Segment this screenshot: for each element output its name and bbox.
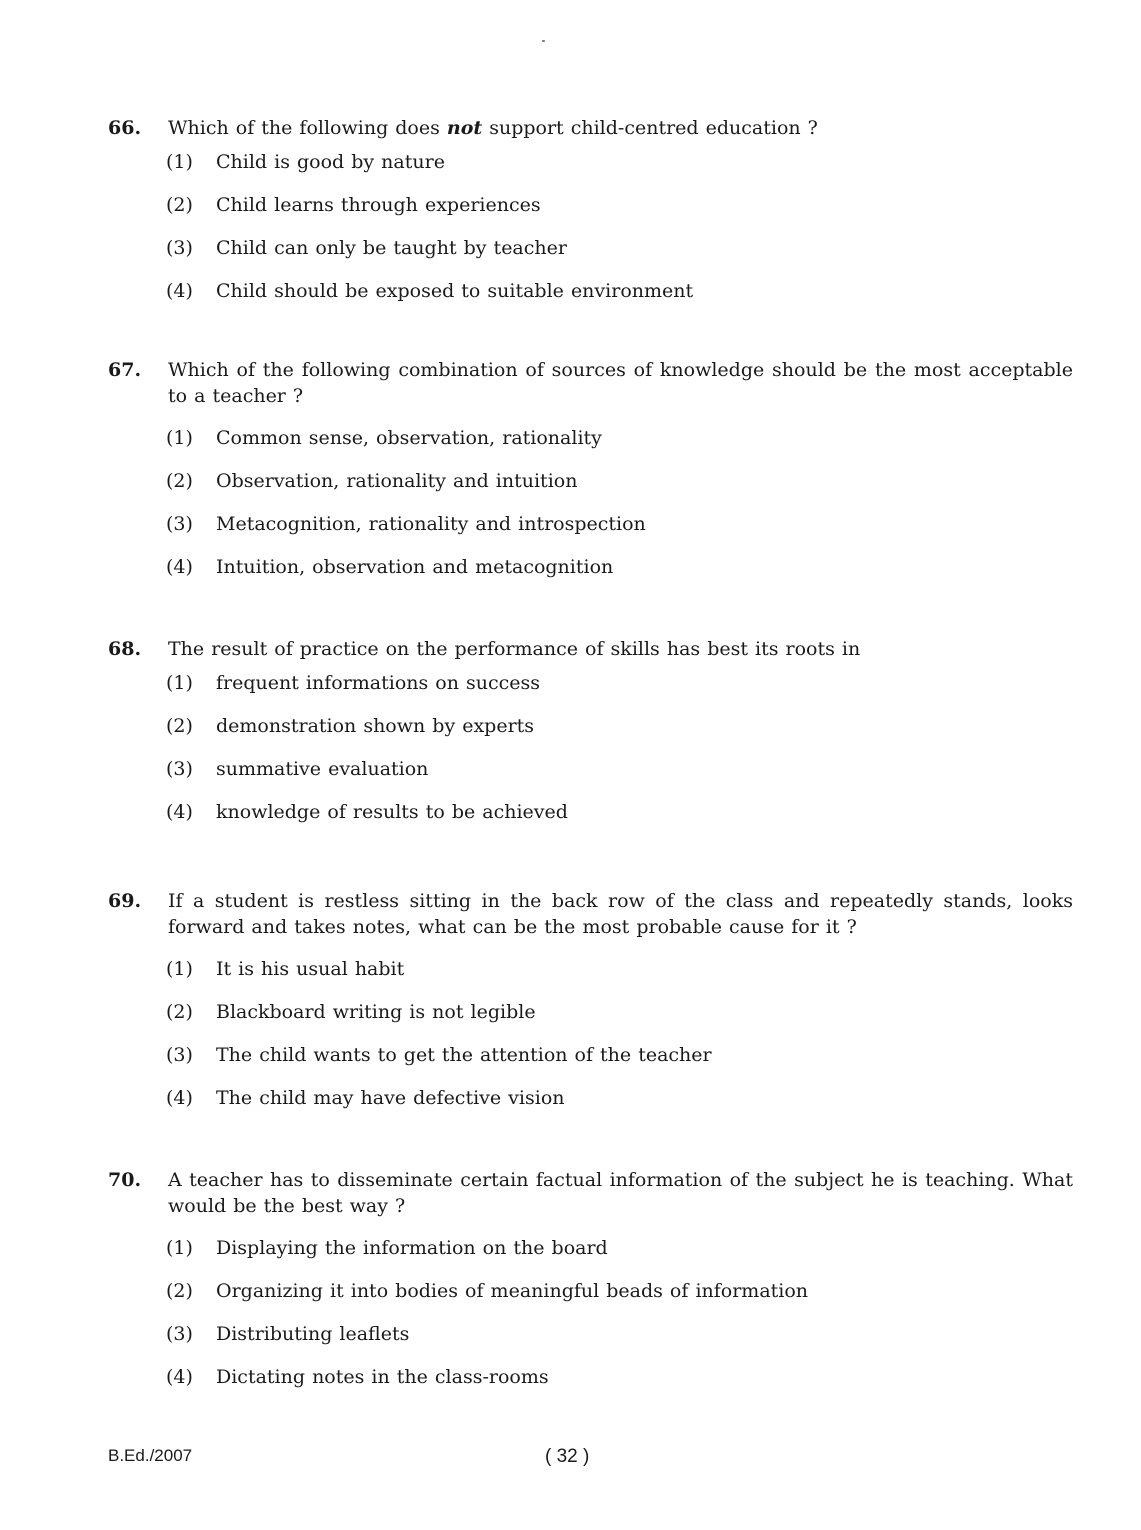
option-text: summative evaluation [216,758,429,780]
option-4 [166,1085,1073,1128]
page-number: ( 32 ) [545,1446,590,1467]
question-69 [108,888,1073,1128]
option-text: Child should be exposed to suitable environment [216,280,694,302]
option-number: (3) [166,758,193,780]
exam-code: B.Ed./2007 [108,1446,193,1465]
question-70 [108,1167,1073,1407]
option-number: (4) [166,1087,193,1109]
option-text: The child may have defective vision [216,1087,565,1109]
option-number: (4) [166,280,193,302]
option-number: (1) [166,958,193,980]
options-list [166,1235,1073,1407]
question-number: 69. [108,890,142,912]
option-text: Child learns through experiences [216,194,541,216]
option-text: demonstration shown by experts [216,715,535,737]
question-67 [108,357,1073,597]
option-number: (1) [166,151,193,173]
option-3 [166,511,1073,554]
option-text: Displaying the information on the board [216,1237,608,1259]
option-text: Intuition, observation and metacognition [216,556,614,578]
option-2 [166,999,1073,1042]
option-number: (3) [166,1044,193,1066]
question-text: Which of the following does not support child-centred education ? [168,117,818,139]
option-text: Distributing leaflets [216,1323,410,1345]
options-list [166,956,1073,1128]
option-1 [166,425,1073,468]
options-list [166,149,1073,321]
question-number: 67. [108,359,142,381]
option-4 [166,799,1073,842]
option-number: (3) [166,513,193,535]
question-number: 68. [108,638,142,660]
options-list [166,425,1073,597]
question-text: A teacher has to disseminate certain factual information of the subject he is teaching. What would be the best way ? [168,1169,1073,1217]
option-text: Dictating notes in the class-rooms [216,1366,549,1388]
option-text: Organizing it into bodies of meaningful beads of information [216,1280,809,1302]
option-3 [166,235,1073,278]
option-text: Observation, rationality and intuition [216,470,578,492]
option-1 [166,956,1073,999]
option-text: It is his usual habit [216,958,405,980]
option-number: (4) [166,1366,193,1388]
emphasis-not: not [446,117,483,139]
question-text: The result of practice on the performance of skills has best its roots in [168,638,861,660]
option-text: frequent informations on success [216,672,541,694]
option-number: (3) [166,1323,193,1345]
option-number: (4) [166,556,193,578]
options-list [166,670,1073,842]
option-text: knowledge of results to be achieved [216,801,568,823]
option-text: Blackboard writing is not legible [216,1001,536,1023]
option-number: (4) [166,801,193,823]
question-text: Which of the following combination of sources of knowledge should be the most acceptable to a teacher ? [168,359,1073,407]
option-4 [166,554,1073,597]
option-2 [166,1278,1073,1321]
option-number: (2) [166,194,193,216]
question-number: 66. [108,117,142,139]
option-text: Child can only be taught by teacher [216,237,567,259]
option-1 [166,670,1073,713]
option-3 [166,1042,1073,1085]
option-1 [166,1235,1073,1278]
option-text: Metacognition, rationality and introspection [216,513,646,535]
option-text: Common sense, observation, rationality [216,427,602,449]
option-number: (1) [166,427,193,449]
option-number: (1) [166,1237,193,1259]
option-3 [166,756,1073,799]
page-speck [542,40,545,42]
question-66 [108,115,1073,321]
option-number: (1) [166,672,193,694]
option-number: (3) [166,237,193,259]
option-2 [166,468,1073,511]
option-2 [166,713,1073,756]
option-text: Child is good by nature [216,151,445,173]
question-number: 70. [108,1169,142,1191]
option-number: (2) [166,715,193,737]
question-68 [108,636,1073,842]
option-number: (2) [166,1001,193,1023]
option-2 [166,192,1073,235]
option-4 [166,1364,1073,1407]
option-text: The child wants to get the attention of the teacher [216,1044,712,1066]
option-1 [166,149,1073,192]
option-3 [166,1321,1073,1364]
option-number: (2) [166,470,193,492]
option-4 [166,278,1073,321]
question-text: If a student is restless sitting in the back row of the class and repeatedly stands, looks forward and takes notes, what can be the most probable cause for it ? [168,890,1073,938]
option-number: (2) [166,1280,193,1302]
